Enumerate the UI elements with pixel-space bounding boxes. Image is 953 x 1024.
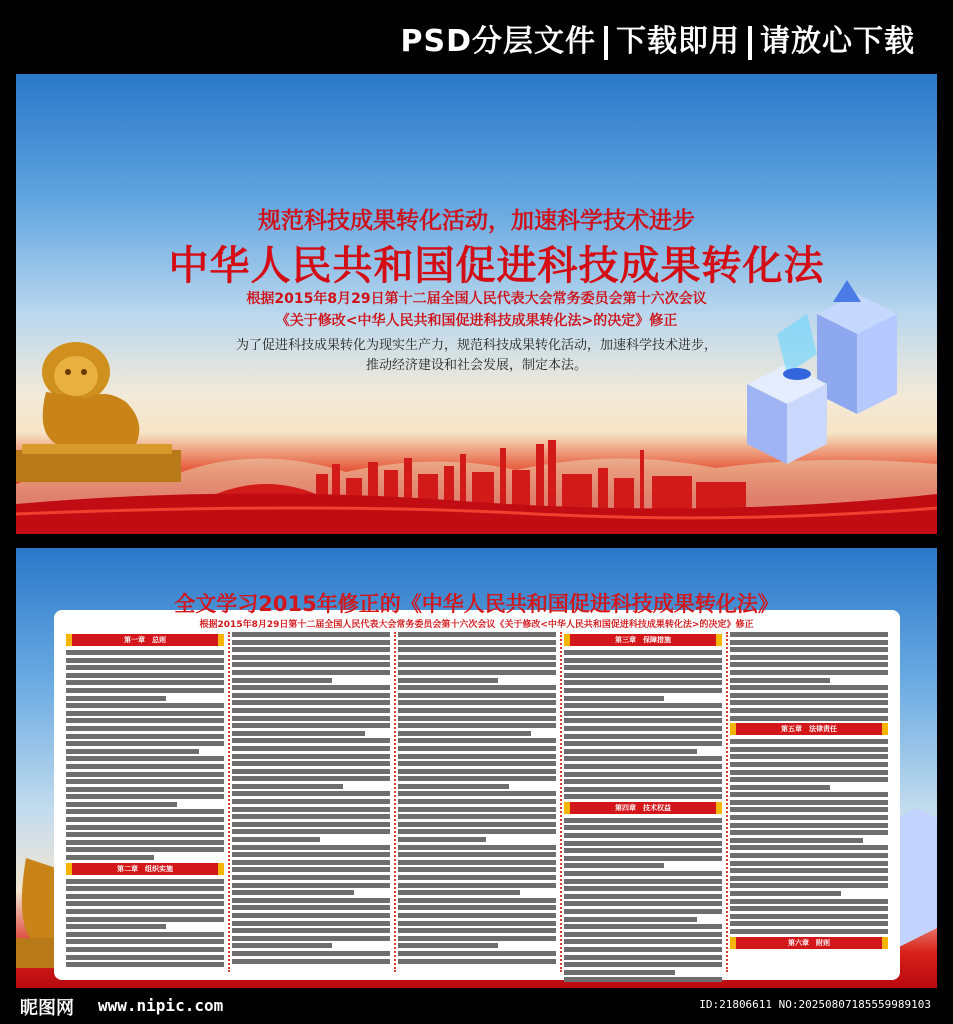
text-line: [730, 800, 888, 805]
text-line: [398, 716, 556, 721]
text-line: [66, 924, 166, 929]
text-line: [398, 738, 556, 743]
text-line: [730, 906, 888, 911]
text-column: [564, 632, 722, 972]
text-line: [232, 738, 390, 743]
column-divider: [726, 632, 728, 972]
text-line: [564, 756, 722, 761]
text-line: [398, 799, 556, 804]
text-line: [232, 799, 390, 804]
site-url: www.nipic.com: [98, 996, 224, 1015]
text-line: [730, 830, 888, 835]
text-line: [398, 700, 556, 705]
text-line: [730, 876, 888, 881]
text-line: [66, 909, 224, 914]
text-line: [66, 886, 224, 891]
text-line: [66, 650, 224, 655]
text-line: [730, 678, 830, 683]
column-divider: [560, 632, 562, 972]
text-line: [232, 678, 332, 683]
text-line: [232, 723, 390, 728]
promo-item: 请放心下载: [760, 24, 915, 59]
text-line: [398, 769, 556, 774]
text-line: [398, 776, 556, 781]
text-line: [66, 901, 224, 906]
text-line: [564, 696, 664, 701]
text-line: [730, 891, 841, 896]
text-line: [730, 914, 888, 919]
text-line: [398, 913, 556, 918]
text-column: [398, 632, 556, 972]
text-line: [232, 632, 390, 637]
text-line: [398, 655, 556, 660]
text-line: [66, 962, 224, 967]
banner-basis-line-2: 《关于修改<中华人民共和国促进科技成果转化法>的决定》修正: [275, 313, 678, 329]
promo-text: [401, 16, 916, 60]
text-line: [398, 867, 556, 872]
board-title: 全文学习2015年修正的《中华人民共和国促进科技成果转化法》: [174, 592, 779, 616]
text-line: [564, 962, 722, 967]
text-line: [398, 708, 556, 713]
text-line: [730, 754, 888, 759]
text-line: [232, 754, 390, 759]
text-line: [66, 932, 224, 937]
chapter-header: 第一章 总则: [66, 634, 224, 646]
text-line: [398, 890, 520, 895]
text-line: [730, 838, 863, 843]
text-line: [398, 784, 509, 789]
text-line: [564, 871, 722, 876]
text-line: [730, 747, 888, 752]
text-line: [564, 886, 722, 891]
text-line: [398, 959, 556, 964]
text-line: [232, 693, 390, 698]
text-line: [66, 840, 224, 845]
text-line: [66, 894, 224, 899]
text-line: [730, 883, 888, 888]
text-block: [66, 879, 224, 968]
text-line: [398, 632, 556, 637]
text-line: [730, 845, 888, 850]
text-line: [66, 688, 224, 693]
text-line: [564, 787, 722, 792]
text-line: [730, 861, 888, 866]
text-line: [232, 716, 390, 721]
text-line: [564, 665, 722, 670]
text-line: [730, 655, 888, 660]
text-line: [730, 647, 888, 652]
text-line: [232, 647, 390, 652]
text-line: [564, 977, 722, 982]
text-line: [232, 898, 390, 903]
text-line: [398, 829, 556, 834]
top-promo-bar: [0, 0, 953, 72]
text-line: [564, 673, 722, 678]
text-line: [66, 787, 224, 792]
text-line: [398, 662, 556, 667]
text-line: [564, 711, 722, 716]
text-line: [232, 640, 390, 645]
text-line: [398, 822, 556, 827]
promo-divider: [604, 26, 608, 60]
text-block: [66, 650, 224, 860]
text-line: [398, 883, 556, 888]
text-line: [730, 640, 888, 645]
text-line: [564, 909, 722, 914]
text-line: [232, 784, 343, 789]
text-line: [66, 779, 224, 784]
text-line: [66, 741, 224, 746]
text-line: [730, 823, 888, 828]
red-ribbon: [16, 484, 937, 534]
text-columns: [66, 632, 888, 972]
text-line: [232, 662, 390, 667]
text-line: [564, 863, 664, 868]
text-line: [564, 734, 722, 739]
text-line: [398, 670, 556, 675]
text-line: [398, 852, 556, 857]
text-line: [398, 761, 556, 766]
text-line: [564, 794, 722, 799]
text-line: [232, 685, 390, 690]
text-line: [66, 809, 224, 814]
text-line: [730, 807, 888, 812]
text-line: [232, 890, 354, 895]
text-column: [730, 632, 888, 972]
text-line: [398, 754, 556, 759]
text-line: [232, 791, 390, 796]
text-line: [66, 939, 224, 944]
text-line: [232, 875, 390, 880]
text-line: [66, 802, 177, 807]
promo-item: 下载即用: [616, 24, 740, 59]
text-line: [66, 955, 224, 960]
chapter-header: 第三章 保障措施: [564, 634, 722, 646]
fulltext-board-panel: [16, 548, 937, 988]
text-line: [398, 814, 556, 819]
text-line: [232, 829, 390, 834]
text-line: [398, 791, 556, 796]
text-line: [66, 703, 224, 708]
text-line: [398, 746, 556, 751]
text-block: [730, 739, 888, 934]
text-line: [66, 825, 224, 830]
text-line: [66, 696, 166, 701]
text-line: [564, 894, 722, 899]
text-line: [564, 970, 675, 975]
text-line: [66, 947, 224, 952]
text-line: [398, 640, 556, 645]
text-line: [232, 700, 390, 705]
text-line: [66, 658, 224, 663]
text-line: [232, 905, 390, 910]
text-line: [398, 807, 556, 812]
banner-title: 中华人民共和国促进科技成果转化法: [168, 243, 825, 289]
text-line: [564, 818, 722, 823]
text-line: [66, 749, 199, 754]
text-line: [564, 764, 722, 769]
text-line: [66, 665, 224, 670]
text-line: [232, 776, 390, 781]
text-line: [232, 860, 390, 865]
text-line: [564, 726, 722, 731]
text-line: [730, 853, 888, 858]
text-line: [564, 718, 722, 723]
text-line: [66, 734, 224, 739]
text-line: [564, 650, 722, 655]
text-line: [398, 678, 498, 683]
chapter-header: 第四章 技术权益: [564, 802, 722, 814]
text-line: [232, 867, 390, 872]
column-divider: [394, 632, 396, 972]
text-line: [398, 936, 556, 941]
text-line: [66, 855, 154, 860]
text-line: [232, 837, 320, 842]
watermark-footer: [0, 988, 953, 1024]
text-line: [232, 807, 390, 812]
banner-basis-line-1: 根据2015年8月29日第十二届全国人民代表大会常务委员会第十六次会议: [246, 291, 707, 307]
text-line: [232, 951, 390, 956]
text-line: [232, 845, 390, 850]
text-line: [398, 905, 556, 910]
text-line: [730, 708, 888, 713]
text-line: [66, 917, 224, 922]
text-line: [564, 825, 722, 830]
text-line: [564, 924, 722, 929]
text-block: [564, 818, 722, 982]
text-line: [564, 688, 722, 693]
text-line: [730, 899, 888, 904]
text-line: [730, 929, 888, 934]
text-line: [730, 868, 888, 873]
image-id: ID:21806611 NO:20250807185559989103: [699, 998, 931, 1011]
text-line: [564, 772, 722, 777]
text-line: [232, 746, 390, 751]
text-line: [564, 856, 722, 861]
text-line: [730, 762, 888, 767]
text-line: [730, 815, 888, 820]
site-logo: 昵图网: [20, 998, 74, 1019]
text-line: [232, 769, 390, 774]
text-line: [66, 756, 224, 761]
text-line: [730, 739, 888, 744]
text-line: [232, 655, 390, 660]
text-line: [730, 662, 888, 667]
text-block: [398, 632, 556, 964]
text-line: [730, 792, 888, 797]
text-line: [232, 670, 390, 675]
text-line: [66, 718, 224, 723]
text-line: [564, 917, 697, 922]
text-line: [564, 833, 722, 838]
text-line: [564, 749, 697, 754]
text-column: [66, 632, 224, 972]
chapter-header: 第五章 法律责任: [730, 723, 888, 735]
text-line: [232, 814, 390, 819]
text-line: [66, 711, 224, 716]
banner-panel: [16, 74, 937, 534]
text-line: [398, 647, 556, 652]
text-line: [66, 772, 224, 777]
text-column: [232, 632, 390, 972]
text-line: [232, 708, 390, 713]
text-line: [730, 777, 888, 782]
text-line: [232, 883, 390, 888]
text-line: [232, 761, 390, 766]
chapter-header: 第二章 组织实施: [66, 863, 224, 875]
text-line: [564, 879, 722, 884]
text-line: [564, 932, 722, 937]
banner-slogan: 规范科技成果转化活动，加速科学技术进步: [258, 208, 695, 234]
text-line: [398, 845, 556, 850]
text-line: [564, 658, 722, 663]
text-line: [398, 693, 556, 698]
text-line: [564, 741, 722, 746]
text-block: [564, 650, 722, 799]
text-line: [232, 921, 390, 926]
text-line: [564, 947, 722, 952]
text-line: [398, 951, 556, 956]
text-line: [564, 841, 722, 846]
text-line: [66, 794, 224, 799]
text-line: [564, 703, 722, 708]
text-line: [730, 921, 888, 926]
text-block: [730, 632, 888, 721]
text-line: [730, 770, 888, 775]
text-line: [398, 685, 556, 690]
text-line: [66, 817, 224, 822]
text-line: [398, 875, 556, 880]
banner-purpose-line-2: 推动经济建设和社会发展，制定本法。: [365, 358, 587, 373]
text-line: [398, 731, 531, 736]
text-line: [730, 785, 830, 790]
text-line: [66, 832, 224, 837]
banner-purpose-line-1: 为了促进科技成果转化为现实生产力，规范科技成果转化活动，加速科学技术进步，: [235, 338, 717, 353]
board-subtitle: 根据2015年8月29日第十二届全国人民代表大会常务委员会第十六次会议《关于修改<中华人民共和国促进科技成果转化法>的决定》修正: [199, 620, 754, 630]
text-line: [398, 921, 556, 926]
promo-divider: [748, 26, 752, 60]
text-line: [232, 822, 390, 827]
text-line: [232, 928, 390, 933]
text-line: [564, 680, 722, 685]
text-line: [232, 959, 390, 964]
text-line: [730, 700, 888, 705]
text-line: [398, 723, 556, 728]
text-line: [232, 731, 365, 736]
text-line: [730, 716, 888, 721]
chapter-header: 第六章 附则: [730, 937, 888, 949]
text-line: [66, 726, 224, 731]
text-line: [232, 913, 390, 918]
text-line: [66, 764, 224, 769]
text-line: [730, 632, 888, 637]
text-line: [232, 852, 390, 857]
text-line: [398, 837, 486, 842]
text-line: [564, 779, 722, 784]
text-line: [66, 673, 224, 678]
text-line: [730, 670, 888, 675]
text-line: [232, 936, 390, 941]
text-line: [564, 848, 722, 853]
column-divider: [228, 632, 230, 972]
text-line: [730, 693, 888, 698]
text-line: [232, 943, 332, 948]
text-line: [564, 901, 722, 906]
text-line: [66, 680, 224, 685]
text-line: [564, 939, 722, 944]
text-line: [564, 955, 722, 960]
text-block: [232, 632, 390, 964]
text-line: [398, 860, 556, 865]
text-line: [66, 879, 224, 884]
promo-item: PSD分层文件: [400, 24, 596, 59]
text-line: [398, 898, 556, 903]
text-line: [730, 685, 888, 690]
text-line: [66, 847, 224, 852]
text-line: [398, 928, 556, 933]
text-line: [398, 943, 498, 948]
